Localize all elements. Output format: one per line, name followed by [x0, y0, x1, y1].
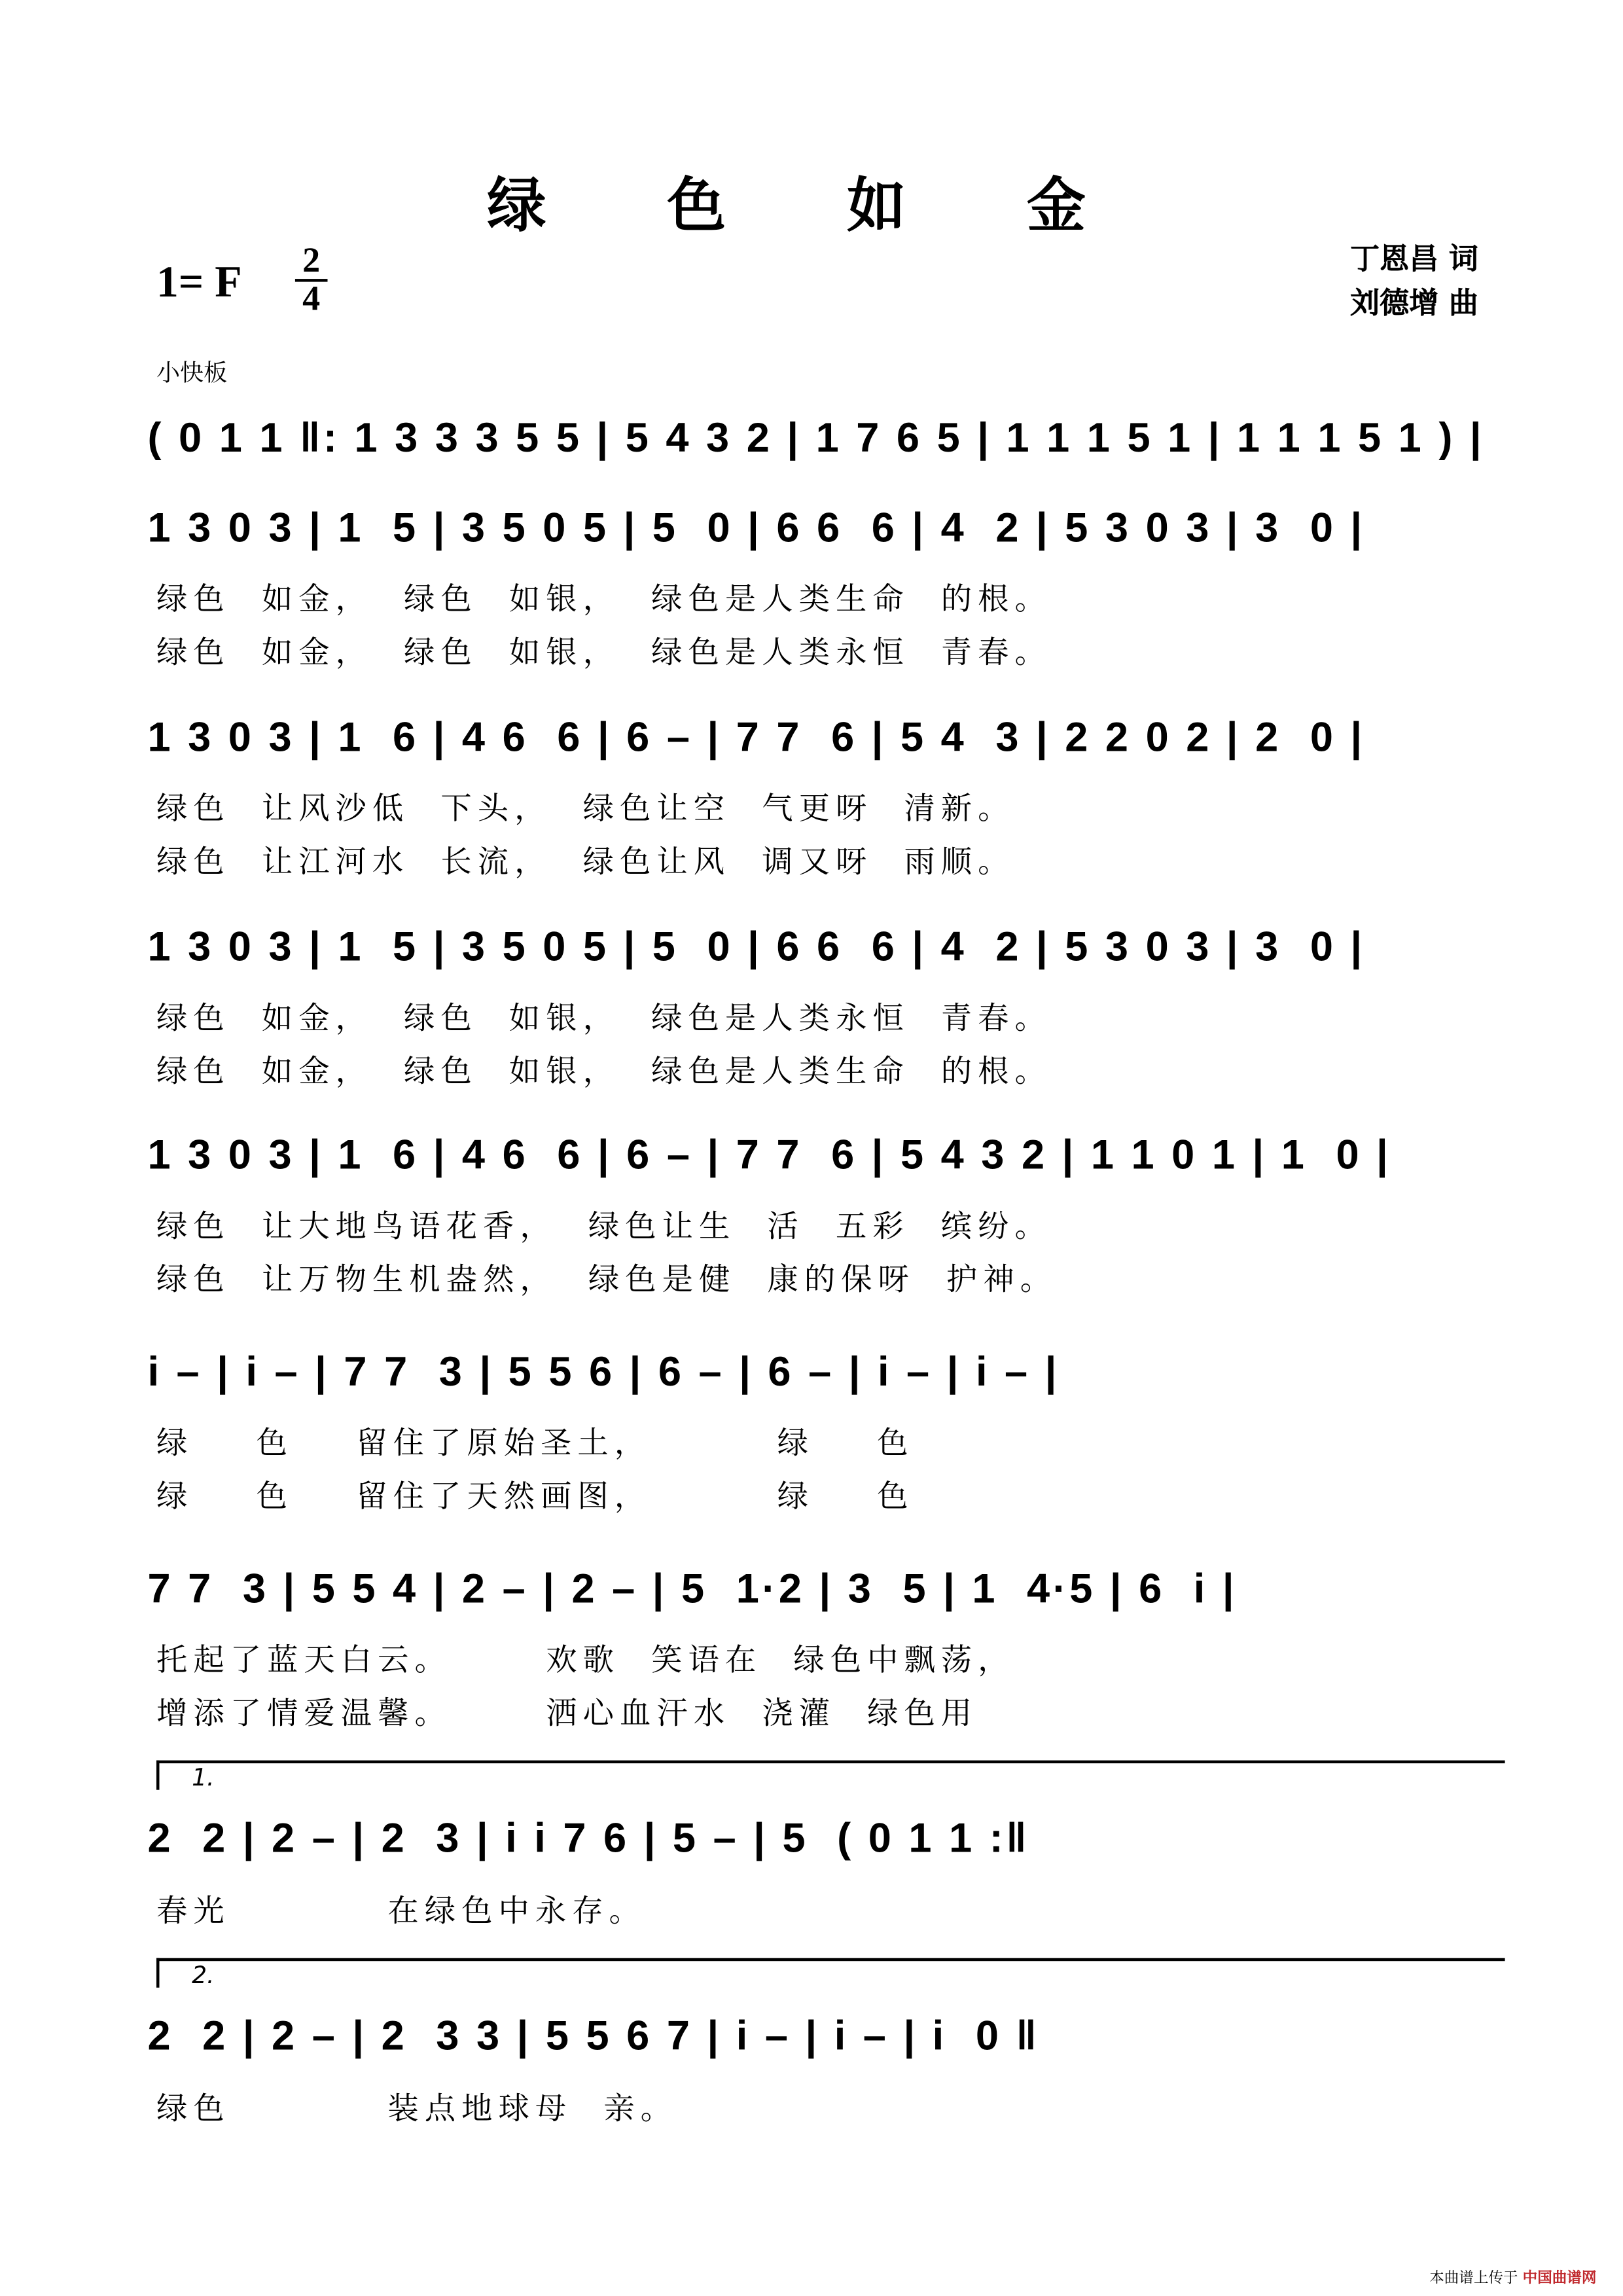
system-1: [147, 499, 1482, 558]
system-intro: [147, 408, 1485, 467]
lyric-line: 绿 色 留住了天然画图， 绿 色: [156, 1479, 914, 1515]
lyric-line: 绿色 如金， 绿色 如银， 绿色是人类永恒 青春。: [156, 634, 1052, 670]
lyric-line: 绿色 让万物生机盎然， 绿色是健 康的保呀 护神。: [156, 1261, 1058, 1297]
notation-line: 2 2 | 2 – | 2 3 | i i 7 6 | 5 – | 5 ( 0 1 1 :‖: [147, 1815, 1030, 1861]
lyric-line: 绿 色 留住了原始圣土， 绿 色: [156, 1425, 914, 1461]
volta-label: 2.: [192, 1961, 215, 1990]
notation-line: 2 2 | 2 – | 2 3 3 | 5 5 6 7 | i – | i – | i 0 ‖: [147, 2013, 1040, 2059]
meter-top: 2: [302, 242, 321, 281]
system-6: [147, 1560, 1482, 1619]
lyric-line: 绿色 让江河水 长流， 绿色让风 调又呀 雨顺。: [156, 844, 1015, 880]
system-4: [147, 1126, 1482, 1185]
notation-line: 1 3 0 3 | 1 6 | 4 6 6 | 6 – | 7 7 6 | 5 4 3 | 2 2 0 2 | 2 0 |: [147, 714, 1365, 761]
volta-second-ending: [156, 1958, 1505, 1988]
notation-line: 1 3 0 3 | 1 5 | 3 5 0 5 | 5 0 | 6 6 6 | 4 2 | 5 3 0 3 | 3 0 |: [147, 924, 1365, 970]
volta-label: 1.: [192, 1763, 215, 1791]
lyric-line: 增添了情爱温馨。 洒心血汗水 浇灌 绿色用: [156, 1695, 978, 1731]
lyric-line: 绿色 如金， 绿色 如银， 绿色是人类生命 的根。: [156, 1053, 1052, 1089]
lyricist: 丁恩昌 词: [1349, 240, 1479, 276]
lyric-line: 绿色 如金， 绿色 如银， 绿色是人类生命 的根。: [156, 581, 1052, 617]
footer-prefix: 本曲谱上传于: [1429, 2270, 1518, 2287]
notation-line: 7 7 3 | 5 5 4 | 2 – | 2 – | 5 1·2 | 3 5 | 1 4·5 | 6 i |: [147, 1566, 1238, 1611]
key-signature: 1= F: [156, 258, 242, 307]
notation-line: 1 3 0 3 | 1 6 | 4 6 6 | 6 – | 7 7 6 | 5 4 3 2 | 1 1 0 1 | 1 0 |: [147, 1132, 1391, 1178]
composer: 刘德增 曲: [1349, 285, 1479, 321]
volta-first-ending: [156, 1761, 1505, 1790]
notation-line: 1 3 0 3 | 1 5 | 3 5 0 5 | 5 0 | 6 6 6 | 4 2 | 5 3 0 3 | 3 0 |: [147, 505, 1365, 550]
notation-line: ( 0 1 1 ‖: 1 3 3 3 5 5 | 5 4 3 2 | 1 7 6 5 | 1 1 1 5 1 | 1 1 1 5 1 ) |: [147, 414, 1485, 461]
system-first-ending: [147, 1809, 1482, 1868]
tempo-marking: 小快板: [156, 358, 228, 387]
meter-bottom: 4: [302, 280, 321, 319]
lyric-line: 绿色 让风沙低 下头， 绿色让空 气更呀 清新。: [156, 791, 1015, 827]
lyric-line: 绿色 如金， 绿色 如银， 绿色是人类永恒 青春。: [156, 1000, 1052, 1036]
lyric-line: 春光 在绿色中永存。: [156, 1893, 646, 1929]
system-second-ending: [147, 2007, 1482, 2066]
notation-line: i – | i – | 7 7 3 | 5 5 6 | 6 – | 6 – | i – | i – |: [147, 1348, 1060, 1395]
system-2: [147, 708, 1482, 767]
system-3: [147, 918, 1482, 977]
system-5: [147, 1343, 1482, 1402]
song-title: 绿 色 如 金: [487, 171, 1136, 241]
lyric-line: 绿色 装点地球母 亲。: [156, 2090, 678, 2126]
credits: [1350, 236, 1478, 325]
footer: [1429, 2265, 1596, 2287]
lyric-line: 托起了蓝天白云。 欢歌 笑语在 绿色中飘荡，: [156, 1642, 1015, 1678]
site-logo: 中国曲谱网: [1522, 2270, 1597, 2287]
lyric-line: 绿色 让大地鸟语花香， 绿色让生 活 五彩 缤纷。: [156, 1208, 1052, 1244]
time-signature: [295, 242, 328, 319]
